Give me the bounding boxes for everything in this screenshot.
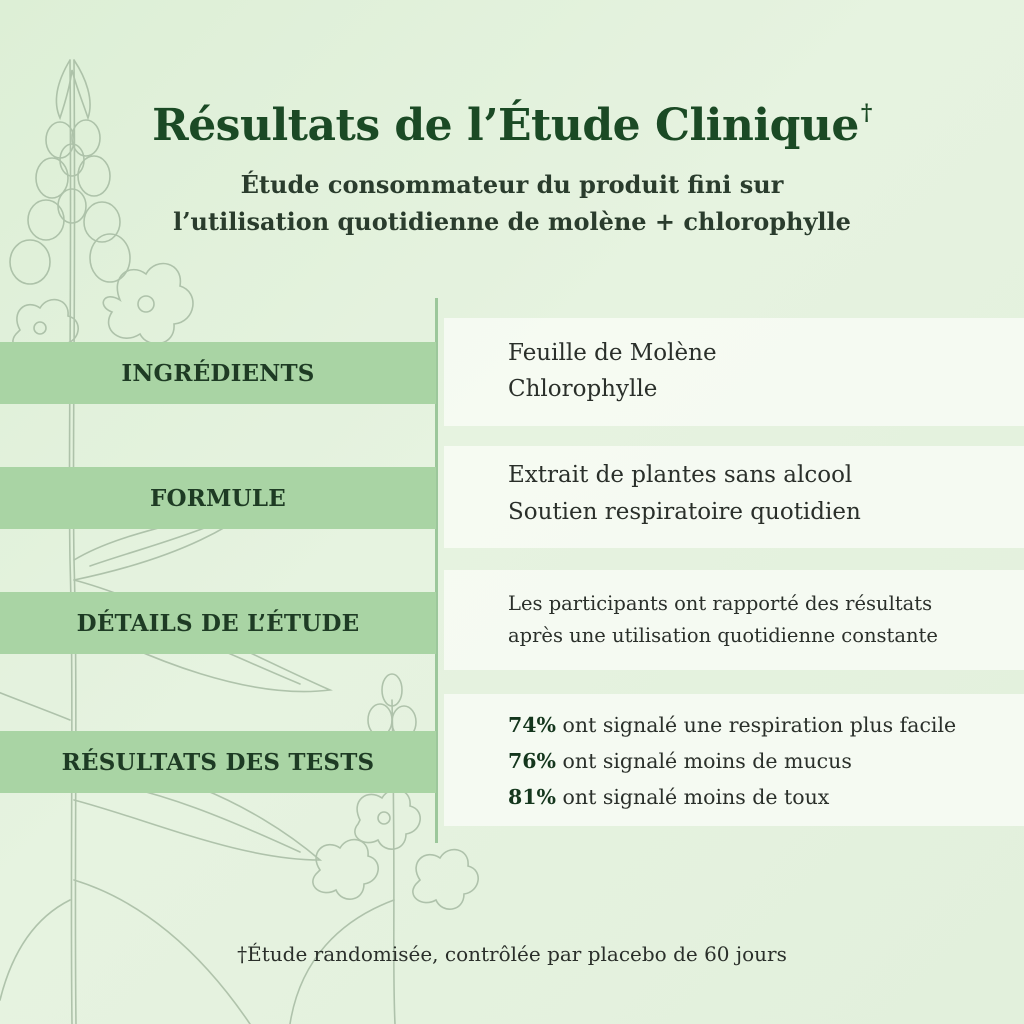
formula-line-2: Soutien respiratoire quotidien (508, 499, 861, 525)
study-details-line-2: après une utilisation quotidienne constante (508, 624, 938, 647)
result-text-2: ont signalé moins de mucus (556, 749, 852, 773)
ingredient-line-2: Chlorophylle (508, 376, 658, 402)
subtitle-line-2: l’utilisation quotidienne de molène + chlorophylle (173, 207, 851, 236)
ingredient-line-1: Feuille de Molène (508, 340, 717, 366)
label-band-test-results (0, 731, 436, 793)
label-test-results: RÉSULTATS DES TESTS (61, 748, 375, 776)
label-band-formula (0, 467, 436, 529)
study-details-line-1: Les participants ont rapporté des résultats (508, 592, 933, 615)
result-text-1: ont signalé une respiration plus facile (556, 713, 957, 737)
result-percent-2: 76% (508, 749, 557, 773)
page-title (0, 100, 1024, 151)
formula-line-1: Extrait de plantes sans alcool (508, 462, 853, 488)
result-line-2 (508, 749, 852, 773)
title-dagger-mark: † (860, 100, 872, 126)
row-background-study-details (444, 570, 1024, 670)
result-percent-1: 74% (508, 713, 557, 737)
subtitle-line-1: Étude consommateur du produit fini sur (240, 170, 784, 199)
title-text: Résultats de l’Étude Clinique (152, 100, 859, 151)
result-text-3: ont signalé moins de toux (556, 785, 830, 809)
row-background-ingredients (444, 318, 1024, 426)
label-ingredients: INGRÉDIENTS (121, 359, 315, 387)
result-line-1 (508, 713, 956, 737)
result-line-3 (508, 785, 829, 809)
footnote: †Étude randomisée, contrôlée par placebo de 60 jours (237, 942, 787, 966)
label-band-ingredients (0, 342, 436, 404)
label-band-study-details (0, 592, 436, 654)
result-percent-3: 81% (508, 785, 557, 809)
label-formula: FORMULE (149, 484, 287, 512)
label-study-details: DÉTAILS DE L’ÉTUDE (76, 609, 360, 637)
